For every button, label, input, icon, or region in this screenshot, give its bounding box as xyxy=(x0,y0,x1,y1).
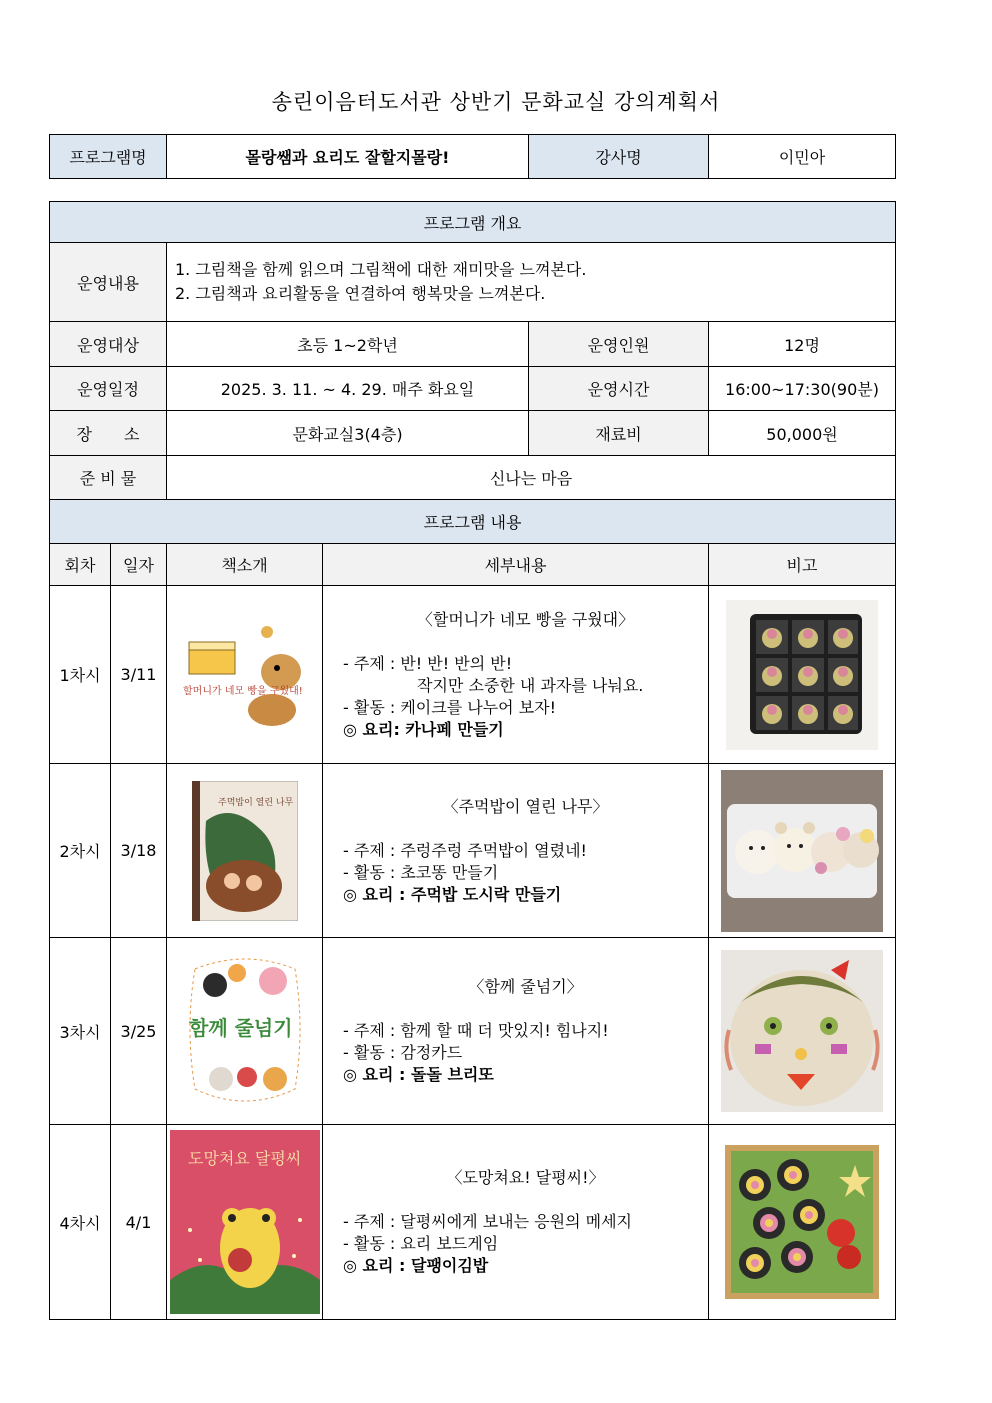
book-cover-4 xyxy=(167,1125,323,1320)
session-no: 1차시 xyxy=(50,586,111,764)
session-row xyxy=(50,764,896,938)
theme-line: - 주제 : 주렁주렁 주먹밥이 열렸네! xyxy=(343,840,587,860)
session-date: 4/1 xyxy=(111,1125,167,1320)
session-detail xyxy=(323,938,709,1125)
session-no: 4차시 xyxy=(50,1125,111,1320)
content-label: 운영내용 xyxy=(50,243,167,322)
book-cover-title-2: 주먹밥이 열린 나무 xyxy=(217,797,293,808)
target-value: 초등 1~2학년 xyxy=(167,322,529,367)
fee-value: 50,000원 xyxy=(709,411,896,456)
session-row xyxy=(50,586,896,764)
cooking-line: ◎ 요리 : 주먹밥 도시락 만들기 xyxy=(343,884,562,904)
fee-label: 재료비 xyxy=(529,411,709,456)
program-header-table xyxy=(49,134,896,179)
col-date: 일자 xyxy=(111,544,167,586)
instructor-value: 이민아 xyxy=(709,135,896,179)
activity-line: - 활동 : 케이크를 나누어 보자! xyxy=(343,697,557,717)
col-book: 책소개 xyxy=(167,544,323,586)
book-cover-1 xyxy=(167,586,323,764)
cooking-line: ◎ 요리: 카나페 만들기 xyxy=(343,719,504,739)
cooking-line: ◎ 요리 : 달팽이김밥 xyxy=(343,1256,489,1275)
session-detail xyxy=(323,764,709,938)
book-cover-title-3: 함께 줄넘기 xyxy=(188,1016,293,1040)
book-title: 〈주먹밥이 열린 나무〉 xyxy=(442,796,609,816)
time-value: 16:00~17:30(90분) xyxy=(709,367,896,411)
activity-line: - 활동 : 감정카드 xyxy=(343,1043,463,1062)
session-date: 3/25 xyxy=(111,938,167,1125)
content-line-2: 2. 그림책과 요리활동을 연결하여 행복맛을 느껴본다. xyxy=(175,284,546,303)
book-cover-title-4: 도망쳐요 달평씨 xyxy=(187,1149,301,1168)
book-cover-title-1: 할머니가 네모 빵을 구웠대! xyxy=(182,685,303,697)
session-row xyxy=(50,938,896,1125)
prep-label: 준 비 물 xyxy=(50,456,167,500)
content-value xyxy=(167,243,896,322)
session-no: 3차시 xyxy=(50,938,111,1125)
photo-rice-ball-lunchbox xyxy=(709,764,896,938)
capacity-label: 운영인원 xyxy=(529,322,709,367)
book-cover-2 xyxy=(167,764,323,938)
place-label: 장 소 xyxy=(50,411,167,456)
place-value: 문화교실3(4층) xyxy=(167,411,529,456)
time-label: 운영시간 xyxy=(529,367,709,411)
theme-line: - 주제 : 달평씨에게 보내는 응원의 메세지 xyxy=(343,1212,632,1231)
col-note: 비고 xyxy=(709,544,896,586)
instructor-label: 강사명 xyxy=(529,135,709,179)
photo-snail-gimbap xyxy=(709,1125,896,1320)
session-detail xyxy=(323,586,709,764)
photo-burrito-face xyxy=(709,938,896,1125)
session-no: 2차시 xyxy=(50,764,111,938)
session-row xyxy=(50,1125,896,1320)
session-detail xyxy=(323,1125,709,1320)
theme-line: - 주제 : 반! 반! 반의 반! xyxy=(343,653,513,673)
theme-line: - 주제 : 함께 할 때 더 맛있지! 힘나지! xyxy=(343,1021,609,1040)
page-title: 송린이음터도서관 상반기 문화교실 강의계획서 xyxy=(271,90,721,114)
cooking-line: ◎ 요리 : 돌돌 브리또 xyxy=(343,1065,494,1084)
col-detail: 세부내용 xyxy=(323,544,709,586)
content-section-title: 프로그램 내용 xyxy=(50,500,896,544)
content-line-1: 1. 그림책을 함께 읽으며 그림책에 대한 재미맛을 느껴본다. xyxy=(175,260,587,279)
book-title: 〈도망쳐요! 달평씨!〉 xyxy=(446,1168,605,1187)
program-name-label: 프로그램명 xyxy=(50,135,167,179)
schedule-value: 2025. 3. 11. ~ 4. 29. 매주 화요일 xyxy=(167,367,529,411)
program-name-value: 몰랑쌤과 요리도 잘할지몰랑! xyxy=(167,135,529,179)
col-session: 회차 xyxy=(50,544,111,586)
activity-line: - 활동 : 초코똥 만들기 xyxy=(343,862,499,882)
target-label: 운영대상 xyxy=(50,322,167,367)
book-title: 〈함께 줄넘기〉 xyxy=(468,977,583,996)
photo-canape xyxy=(709,586,896,764)
book-title: 〈할머니가 네모 빵을 구웠대〉 xyxy=(416,609,635,629)
book-cover-3 xyxy=(167,938,323,1125)
overview-section-title: 프로그램 개요 xyxy=(50,202,896,243)
program-plan-table xyxy=(49,201,896,1320)
activity-line: - 활동 : 요리 보드게임 xyxy=(343,1234,499,1253)
session-date: 3/18 xyxy=(111,764,167,938)
theme-line-2: 작지만 소중한 내 과자를 나눠요. xyxy=(417,675,644,695)
prep-value: 신나는 마음 xyxy=(167,456,896,500)
capacity-value: 12명 xyxy=(709,322,896,367)
schedule-label: 운영일정 xyxy=(50,367,167,411)
session-date: 3/11 xyxy=(111,586,167,764)
